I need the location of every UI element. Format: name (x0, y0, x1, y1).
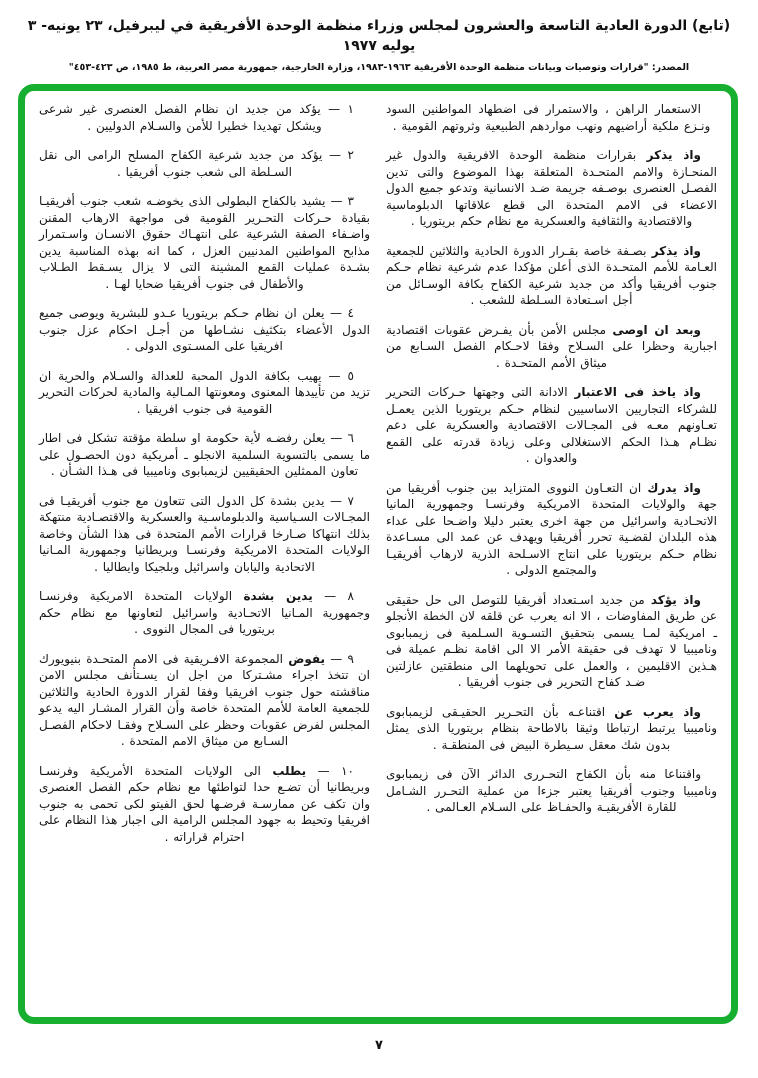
paragraph: واذ يعرب عن اقتناعـه بأن التحـرير الحقيـقى لزيمبابوى وناميبيا يرتبط ارتباطا وثيقا بالاطاحة بنظام بريتوريا الذى يمثل بدون شك معقل سـيطرة البيض فى المنطقـة . (386, 704, 717, 752)
page-header (0, 0, 758, 74)
numbered-paragraph: ٧ — يدين بشدة كل الدول التى تتعاون مع جنوب أفريقيـا فى المجـالات السـياسية والدبلوماسـية والعسكرية والاقتصـادية منتهكة بذلك انتهاكا صـارخا قرارات الأمم المتحدة فى هذا الشأن وخاصة الولايات المتحدة الامريكية وفرنسـا وبريطانيا وجمهورية المـانيا الاتحادية واليابان واسرائيل وبلجيكا وايطاليا . (39, 493, 370, 574)
paragraph: واذ يؤكد من جديد اسـتعداد أفريقيا للتوصل الى حل حقيقى عن طريق المفاوضات ، الا انه يعرب عن قلقه لان الخطة الأنجلو ـ امريكية لمـا يسمى بتحقيق التسـوية السـلمية فى زيمبابوى وناميبيا لا تهدف فى حقيقة الأمر الا الى اقامة نظـم عميلة فى هـذين الاقليمين ، والعمل على تحويلهما الى منطقتين عازلتين ضـد كفاح التحرير فى جنوب أفريقيا . (386, 592, 717, 689)
numbered-paragraph: ٨ — يدين بشدة الولايات المتحدة الامريكية وفرنسـا وجمهورية المـانيا الاتحـادية واسرائيل لتعاونها مع نظام حكم بريتوريا فى المجال النووى . (39, 589, 370, 636)
numbered-paragraph: ٣ — يشيد بالكفاح البطولى الذى يخوضـه شعب جنوب أفريقيـا بقيادة حـركات التحـرير القومية فى مواجهة الارهاب المقنن واضـفاء الصفة الشرعية على انتهـاك حقوق الانسـان واسـتمرار مذابح المواطنين المدنيين العزل ، كما انه بهذه المناسبة يدين بشـدة عمليات القمع المشينة التى لا يزال يسـقط الطـلاب والأطفال فى جنوب أفريقيا ضحايا لهـا . (39, 194, 370, 291)
paragraph: واقتناعا منه بأن الكفاح التحـررى الدائر الآن فى زيمبابوى وناميبيا وجنوب أفريقيا يعتبر جزءا من عملية التحـرر الشـامل للقارة الأفريقيـة والحفـاظ على السـلام العـالمى . (386, 767, 717, 814)
two-column-layout (25, 91, 731, 1017)
paragraph: واذ ياخذ فى الاعتبار الادانة التى وجهتها حـركات التحرير للشركاء التجاريين الاساسيين لنظام حـكم بريتوريا الذين يعمـل تعـاونهم معـه فى المجـالات الاقتصادية والعسكرية على دعم نظـام هـذا الحكم الاستغلالى وعلى زيادة قدرته على القمع والعدوان . (386, 385, 717, 465)
green-border-frame (18, 84, 738, 1024)
numbered-paragraph: ٥ — يهيب بكافة الدول المحبة للعدالة والسـلام والحرية ان تزيد من تأييدها المعنوى ومعونتها المـالية والمادية لحركات التحرير القومية فى جنوب افريقيا . (39, 368, 370, 416)
numbered-paragraph: ٤ — يعلن ان نظام حـكم بريتوريا عـدو للبشرية ويوصى جميع الدول الأعضاء بتكثيف نشـاطها من أجـل احكام عزل جنوب افريقيا على المسـتوى الدولى . (39, 306, 370, 353)
numbered-paragraph: ٢ — يؤكد من جديد شرعية الكفاح المسلح الرامى الى نقل السـلطة الى شعب جنوب أفريقيا . (39, 148, 354, 179)
page-title: (تابع) الدورة العادية التاسعة والعشرون لمجلس وزراء منظمة الوحدة الأفريقية في ليبرفيل، ٢٣ يونيه- ٣ يوليه ١٩٧٧ (27, 18, 731, 54)
numbered-paragraph: ١ — يؤكد من جديد ان نظام الفصل العنصرى غير شرعى ويشكل تهديدا خطيرا للأمن والسـلام الدوليين . (39, 102, 354, 133)
paragraph: الاستعمار الراهن ، والاستمرار فى اضطهاد المواطنين السود ونـزع ملكية أراضيهم ونهب مواردهم الطبيعية وثروتهم القومية . (386, 102, 711, 133)
paragraph: واذ يدرك ان التعـاون النووى المتزايد بين جنوب أفريقيا من جهة والولايات المتحدة الامريكية وفرنسـا وجمهورية المانيا الاتحـادية واسرائيل من جهة اخرى يعتبر دليلا واضـحا على عداء هذه البلدان لقضـية تحرر أفريقيا ويهدف عن عمد الى مسـاعدة نظام حـكم بريتوريا على انتاج الاسـلحة الذرية لارهاب أفريقيـا والمجتمع الدولى . (386, 480, 717, 577)
paragraph: وبعد ان اوصى مجلس الأمن بأن يفـرض عقوبات اقتصادية اجبارية وحظرا على السـلاح وفقا لاحـكام الفصل السـابع من ميثاق الأمم المتحـدة . (386, 322, 717, 370)
page-number: ٧ (375, 1038, 383, 1053)
numbered-paragraph: ٦ — يعلن رفضـه لأية حكومة او سلطة مؤقتة تشكل فى اطار ما يسمى بالتسوية السلمية الانجلو ـ أمريكية دون الحصـول على تعاون الممثلين الحقيقيين لزيمبابوى وناميبيا فى هـذا الشـأن . (39, 431, 370, 478)
paragraph: واذ يذكر بصـفة خاصة بقـرار الدورة الحادية والثلاثين للجمعية العـامة للأمم المتحـدة الذى أعلن مؤكدا عدم شرعية نظام حـكم جنوب أفريقيا وأكد من جديد شرعية الكفاح بكافة الوسـائل من أجل اسـتعادة السـلطة للشعب . (386, 243, 717, 307)
source-line: المصدر: "قرارات وتوصيات وبيانات منظمة الوحدة الأفريقية ١٩٦٣-١٩٨٣، وزارة الخارجية، جمهورية مصر العربية، ط ١٩٨٥، ص ٤٢٣-٤٥٣" (68, 62, 690, 73)
numbered-paragraph: ٩ — يفوض المجموعة الافـريقية فى الامم المتحـدة بنيويورك ان تتخذ اجراء مشـتركا من اجل ان يسـتأنف مجلس الامن مناقشته حول جنوب افريقيا وفقا لقرار الدورة الحادية والثلاثين للجمعية العامة للأمم المتحدة خاصة وأن القرار المشـار اليه يدعو المجلس لفرض عقوبات وحظر على السـلاح وفقـا لاحكام الفصـل السـابع من ميثاق الامم المتحدة . (39, 651, 370, 748)
numbered-paragraph: ١٠ — يطلب الى الولايات المتحدة الأمريكية وفرنسـا وبريطانيا أن تضـع حدا لتواطئها مع نظام حكم الفصل العنصرى وان تكف عن ممارسـة فرضـها لحق الفيتو لكى تحمى به جنوب افريقيا وتحيط به جهود المجلس الرامية الى اجبار هذا النظام على احترام قراراته . (39, 763, 370, 844)
column-right (386, 101, 717, 1009)
column-left (39, 101, 370, 1009)
paragraph: واذ يذكر بقرارات منظمة الوحدة الافريقية والدول غير المنحـازة والامم المتحـدة المتعلقة بهذا الموضوع والتى تدين الفصـل العنصرى بوصـفه جريمة ضـد الانسانية وتدعو جميع الدول الاعضاء فى الامم المتحدة الى قطع علاقاتها الدبلوماسية والاقتصادية والثقافية والعسكرية مع نظام حكم بريتوريا . (386, 148, 717, 228)
